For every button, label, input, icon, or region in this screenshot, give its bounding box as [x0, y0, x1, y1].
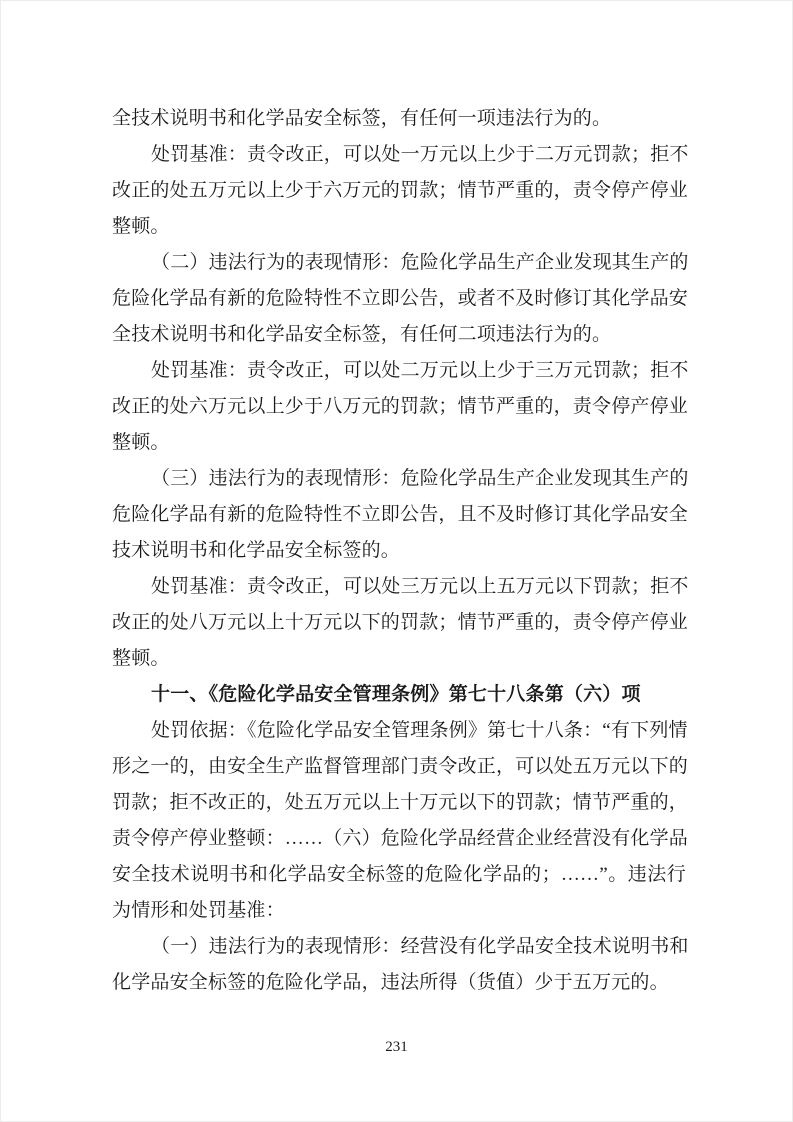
paragraph-line: 为情形和处罚基准：	[112, 900, 285, 921]
paragraph-line: 责令停产停业整顿：……（六）危险化学品经营企业经营没有化学品	[112, 828, 689, 849]
paragraph-line: 技术说明书和化学品安全标签的。	[112, 540, 401, 561]
page-number: 231	[385, 1039, 408, 1055]
paragraph-line: 安全技术说明书和化学品安全标签的危险化学品的；……”。违法行	[112, 864, 686, 885]
paragraph-line: 整顿。	[112, 432, 170, 453]
paragraph-line: 处罚依据：《危险化学品安全管理条例》第七十八条：“有下列情	[151, 720, 688, 741]
paragraph-line: 处罚基准：责令改正，可以处二万元以上少于三万元罚款；拒不	[151, 360, 689, 381]
paragraph-line: 化学品安全标签的危险化学品，违法所得（货值）少于五万元的。	[112, 972, 669, 993]
paragraph-line: 改正的处八万元以上十万元以下的罚款；情节严重的，责令停产停业	[112, 612, 689, 633]
paragraph-line: 处罚基准：责令改正，可以处三万元以上五万元以下罚款；拒不	[151, 576, 689, 597]
paragraph-line: 改正的处五万元以上少于六万元的罚款；情节严重的，责令停产停业	[112, 180, 689, 201]
paragraph-line: 全技术说明书和化学品安全标签，有任何一项违法行为的。	[112, 108, 612, 129]
paragraph-line: 罚款；拒不改正的，处五万元以上十万元以下的罚款；情节严重的，	[112, 792, 689, 813]
paragraph-line: （一）违法行为的表现情形：经营没有化学品安全技术说明书和	[151, 936, 689, 957]
section-heading-line: 十一、《危险化学品安全管理条例》第七十八条第（六）项	[151, 684, 641, 705]
paragraph-line: 改正的处六万元以上少于八万元的罚款；情节严重的，责令停产停业	[112, 396, 689, 417]
paragraph-line: 危险化学品有新的危险特性不立即公告，且不及时修订其化学品安全	[112, 504, 689, 525]
paragraph-line: 形之一的，由安全生产监督管理部门责令改正，可以处五万元以下的	[112, 756, 689, 777]
paragraph-line: 整顿。	[112, 216, 170, 237]
document-body	[112, 101, 689, 1001]
paragraph-line: 处罚基准：责令改正，可以处一万元以上少于二万元罚款；拒不	[151, 144, 689, 165]
paragraph-line: （三）违法行为的表现情形：危险化学品生产企业发现其生产的	[151, 468, 689, 489]
paragraph-line: 整顿。	[112, 648, 170, 669]
paragraph-line: 全技术说明书和化学品安全标签，有任何二项违法行为的。	[112, 324, 612, 345]
paragraph-line: 危险化学品有新的危险特性不立即公告，或者不及时修订其化学品安	[112, 288, 689, 309]
paragraph-line: （二）违法行为的表现情形：危险化学品生产企业发现其生产的	[151, 252, 689, 273]
